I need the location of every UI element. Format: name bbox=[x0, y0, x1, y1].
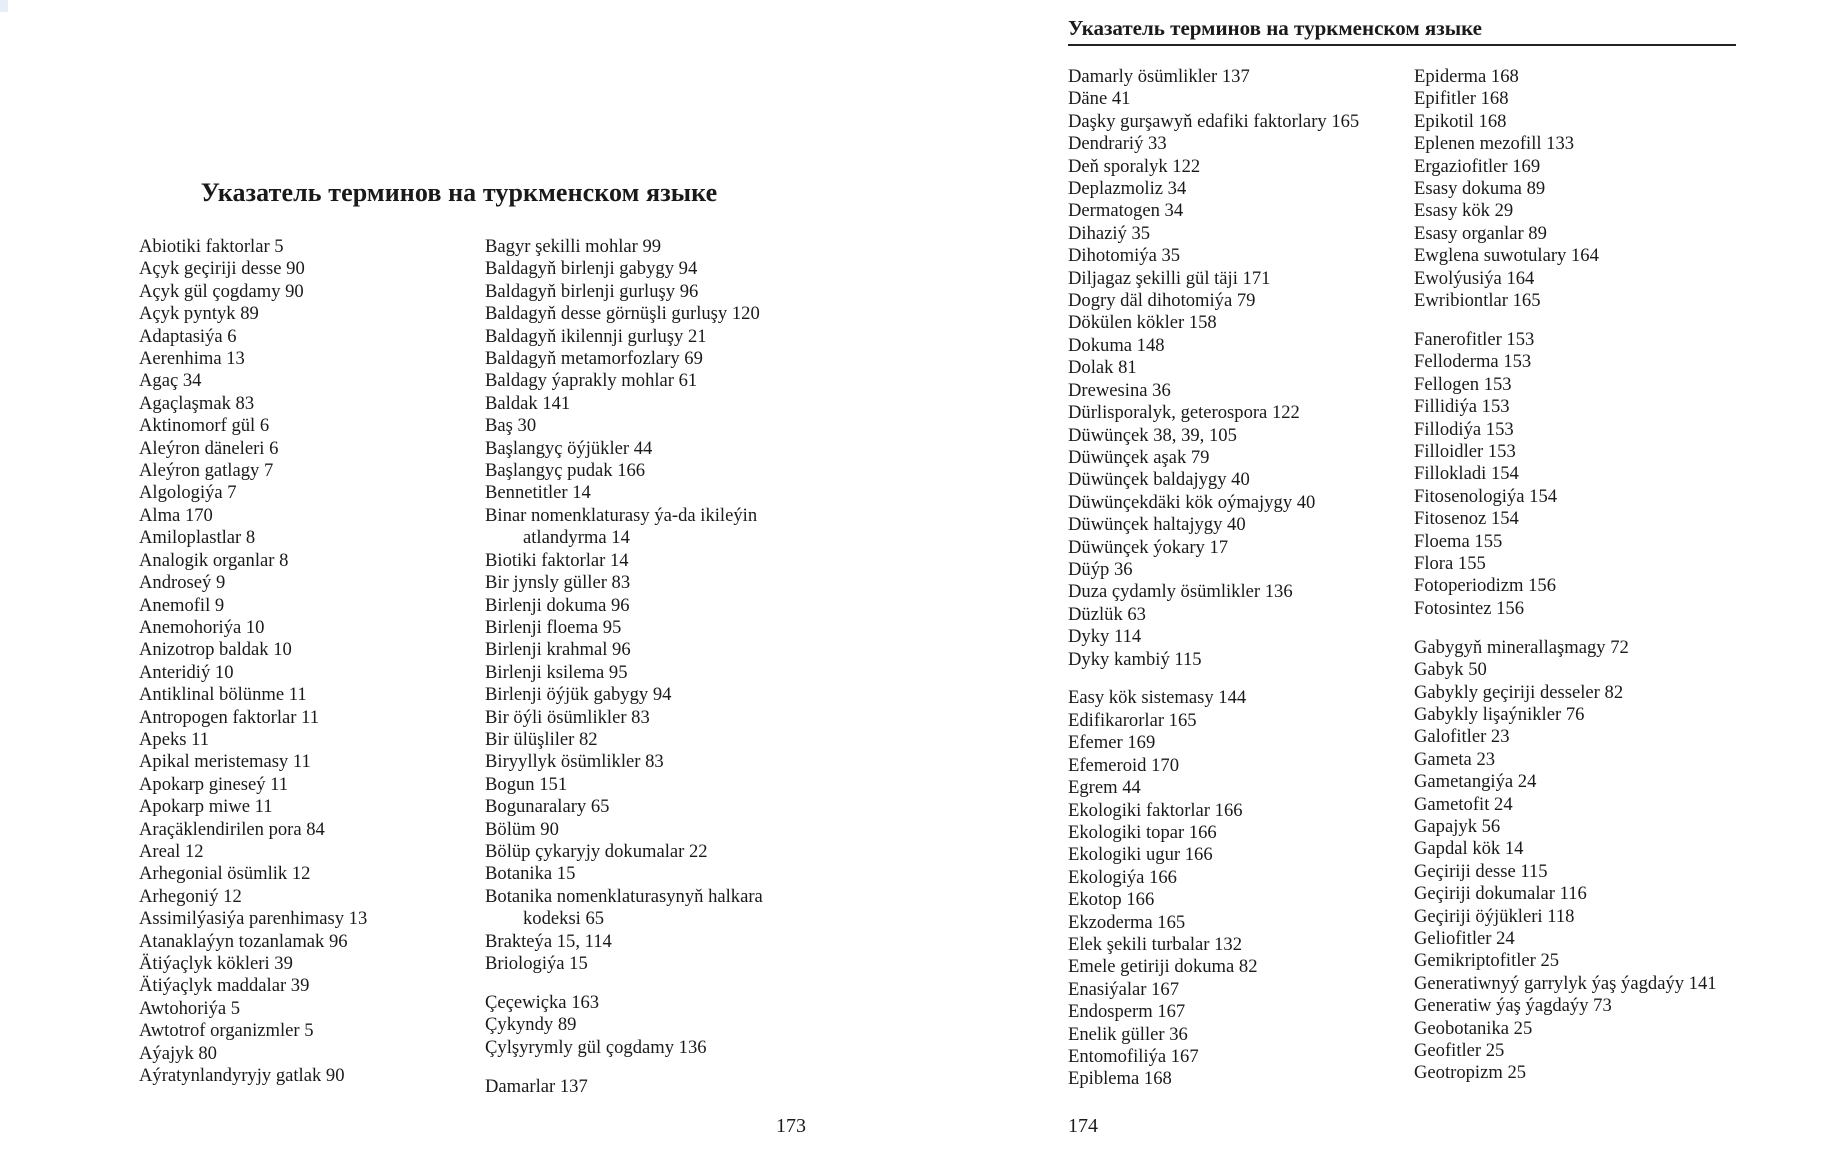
index-column-2 bbox=[1414, 66, 1717, 1085]
index-entry: Geobotanika 25 bbox=[1414, 1017, 1533, 1039]
index-entry: Deň sporalyk 122 bbox=[1068, 155, 1201, 177]
index-entry: Fitosenoz 154 bbox=[1414, 508, 1519, 530]
index-entry bbox=[485, 886, 763, 931]
index-entry: Enelik güller 36 bbox=[1068, 1023, 1188, 1045]
letter-group-gap bbox=[485, 975, 763, 992]
running-header: Указатель терминов на туркменском языке bbox=[1068, 16, 1736, 46]
index-column-2 bbox=[485, 236, 763, 1098]
index-entry: Fellogen 153 bbox=[1414, 373, 1512, 395]
index-entry-text: Binar nomenklaturasy ýa-da ikileýin bbox=[485, 504, 758, 526]
index-entry: Antropogen faktorlar 11 bbox=[139, 706, 320, 728]
index-entry: Apokarp miwe 11 bbox=[139, 796, 273, 818]
index-entry: Aleýron däneleri 6 bbox=[139, 437, 279, 459]
index-entry: Aleýron gatlagy 7 bbox=[139, 460, 274, 482]
index-entry: Aktinomorf gül 6 bbox=[139, 415, 270, 437]
index-entry: Baldagy ýaprakly mohlar 61 bbox=[485, 370, 698, 392]
index-entry-continuation: atlandyrma 14 bbox=[523, 527, 630, 549]
index-entry: Floema 155 bbox=[1414, 530, 1503, 552]
index-entry: Gabykly lişaýnikler 76 bbox=[1414, 703, 1585, 725]
index-entry: Areal 12 bbox=[139, 840, 204, 862]
index-entry: Bir öýli ösümlikler 83 bbox=[485, 706, 650, 728]
index-entry: Araçäklendirilen pora 84 bbox=[139, 818, 325, 840]
index-entry: Duza çydamly ösümlikler 136 bbox=[1068, 581, 1293, 603]
index-entry: Algologiýa 7 bbox=[139, 482, 237, 504]
index-entry: Epiderma 168 bbox=[1414, 66, 1519, 87]
index-entry: Atanaklaýyn tozanlamak 96 bbox=[139, 930, 348, 952]
index-entry: Assimilýasiýa parenhimasy 13 bbox=[139, 908, 368, 930]
index-column-1 bbox=[1068, 66, 1359, 1091]
right-page bbox=[918, 0, 1836, 1170]
index-entry: Düwünçek aşak 79 bbox=[1068, 446, 1210, 468]
index-entry: Dyky 114 bbox=[1068, 626, 1142, 648]
index-entry: Aýratynlandyryjy gatlak 90 bbox=[139, 1065, 345, 1087]
index-entry: Ekologiýa 166 bbox=[1068, 866, 1177, 888]
index-entry: Apikal meristemasy 11 bbox=[139, 751, 311, 773]
index-entry: Ekologiki ugur 166 bbox=[1068, 844, 1213, 866]
index-entry: Geçiriji desse 115 bbox=[1414, 860, 1548, 882]
index-entry: Entomofiliýa 167 bbox=[1068, 1045, 1199, 1067]
index-entry: Damarly ösümlikler 137 bbox=[1068, 66, 1250, 87]
index-entry: Emele getiriji dokuma 82 bbox=[1068, 956, 1258, 978]
index-entry: Bagyr şekilli mohlar 99 bbox=[485, 236, 662, 257]
index-entry: Dökülen kökler 158 bbox=[1068, 312, 1217, 334]
index-entry: Düwünçek ýokary 17 bbox=[1068, 536, 1229, 558]
index-entry: Düwünçekdäki kök oýmajygy 40 bbox=[1068, 491, 1316, 513]
index-entry: Ergaziofitler 169 bbox=[1414, 155, 1541, 177]
index-entry: Gameta 23 bbox=[1414, 748, 1496, 770]
index-entry: Fanerofitler 153 bbox=[1414, 328, 1535, 350]
index-entry: Epifitler 168 bbox=[1414, 88, 1509, 110]
letter-group-gap bbox=[1414, 312, 1717, 329]
index-entry: Çykyndy 89 bbox=[485, 1014, 577, 1036]
index-entry: Elek şekili turbalar 132 bbox=[1068, 933, 1243, 955]
index-entry: Alma 170 bbox=[139, 504, 213, 526]
index-entry: Biryyllyk ösümlikler 83 bbox=[485, 751, 664, 773]
index-entry: Enasiýalar 167 bbox=[1068, 978, 1180, 1000]
index-entry: Gametangiýa 24 bbox=[1414, 771, 1537, 793]
page-title: Указатель терминов на туркменском языке bbox=[200, 178, 718, 207]
index-entry: Fotosintez 156 bbox=[1414, 597, 1525, 619]
index-entry: Ewolýusiýa 164 bbox=[1414, 267, 1535, 289]
index-entry: Damarlar 137 bbox=[485, 1075, 588, 1097]
index-entry: Birlenji öýjük gabygy 94 bbox=[485, 684, 672, 706]
index-entry: Gabykly geçiriji desseler 82 bbox=[1414, 681, 1624, 703]
index-entry: Bir ülüşliler 82 bbox=[485, 728, 598, 750]
index-entry: Baldak 141 bbox=[485, 392, 571, 414]
index-entry: Bogunaralary 65 bbox=[485, 796, 610, 818]
index-entry: Adaptasiýa 6 bbox=[139, 325, 237, 347]
index-entry: Efemeroid 170 bbox=[1068, 754, 1180, 776]
index-entry: Anemohoriýa 10 bbox=[139, 616, 265, 638]
index-entry: Filloidler 153 bbox=[1414, 441, 1516, 462]
index-entry: Daşky gurşawyň edafiki faktorlary 165 bbox=[1068, 110, 1360, 132]
index-entry: Gabygyň minerallaşmagy 72 bbox=[1414, 636, 1629, 658]
index-entry: Geliofitler 24 bbox=[1414, 928, 1515, 950]
index-entry: Gametofit 24 bbox=[1414, 793, 1513, 815]
index-entry: Aerenhima 13 bbox=[139, 348, 245, 370]
index-entry: Bir jynsly güller 83 bbox=[485, 572, 631, 594]
index-column-1 bbox=[139, 236, 367, 1087]
index-entry: Fillidiýa 153 bbox=[1414, 396, 1510, 418]
index-entry: Baldagyň desse görnüşli gurluşy 120 bbox=[485, 303, 760, 325]
index-entry: Birlenji floema 95 bbox=[485, 616, 622, 638]
index-entry: Çeçewiçka 163 bbox=[485, 991, 600, 1013]
index-entry: Düwünçek 38, 39, 105 bbox=[1068, 424, 1237, 446]
index-entry: Brakteýa 15, 114 bbox=[485, 930, 612, 952]
index-entry: Efemer 169 bbox=[1068, 732, 1156, 754]
index-entry: Bölüp çykaryjy dokumalar 22 bbox=[485, 840, 708, 862]
index-entry: Arhegoniý 12 bbox=[139, 885, 242, 907]
index-entry: Baldagyň birlenji gabygy 94 bbox=[485, 258, 698, 280]
index-entry: Anemofil 9 bbox=[139, 594, 225, 616]
index-entry: Endosperm 167 bbox=[1068, 1001, 1186, 1023]
page-number: 174 bbox=[1068, 1115, 1098, 1137]
index-entry: Galofitler 23 bbox=[1414, 726, 1510, 748]
index-entry: Dendrariý 33 bbox=[1068, 133, 1167, 155]
index-entry: Fotoperiodizm 156 bbox=[1414, 575, 1557, 597]
letter-group-gap bbox=[1414, 620, 1717, 637]
index-entry: Diljagaz şekilli gül täji 171 bbox=[1068, 267, 1271, 289]
index-entry: Ekologiki topar 166 bbox=[1068, 821, 1217, 843]
index-entry: Fillodiýa 153 bbox=[1414, 418, 1514, 440]
index-entry: Dokuma 148 bbox=[1068, 334, 1165, 356]
index-entry: Geçiriji dokumalar 116 bbox=[1414, 883, 1587, 905]
index-entry: Ewglena suwotulary 164 bbox=[1414, 245, 1599, 267]
index-entry: Eplenen mezofill 133 bbox=[1414, 133, 1575, 155]
index-entry: Epiblema 168 bbox=[1068, 1068, 1172, 1090]
index-entry: Esasy dokuma 89 bbox=[1414, 178, 1546, 200]
index-entry: Baldagyň birlenji gurluşy 96 bbox=[485, 280, 699, 302]
index-entry: Briologiýa 15 bbox=[485, 953, 588, 974]
index-entry: Düwünçek baldajygy 40 bbox=[1068, 469, 1250, 491]
index-entry: Deplazmoliz 34 bbox=[1068, 178, 1187, 200]
index-entry: Easy kök sistemasy 144 bbox=[1068, 687, 1247, 709]
index-entry: Androseý 9 bbox=[139, 572, 226, 594]
index-entry: Fillokladi 154 bbox=[1414, 463, 1519, 485]
index-entry: Geofitler 25 bbox=[1414, 1040, 1505, 1062]
index-entry: Ekzoderma 165 bbox=[1068, 911, 1186, 933]
index-entry: Ätiýaçlyk maddalar 39 bbox=[139, 975, 310, 997]
index-entry: Epikotil 168 bbox=[1414, 110, 1507, 132]
index-entry: Abiotiki faktorlar 5 bbox=[139, 236, 284, 257]
index-entry: Başlangyç öýjükler 44 bbox=[485, 437, 653, 459]
index-entry: Felloderma 153 bbox=[1414, 351, 1532, 373]
index-entry: Dihaziý 35 bbox=[1068, 222, 1151, 244]
index-entry: Amiloplastlar 8 bbox=[139, 527, 256, 549]
index-entry: Däne 41 bbox=[1068, 88, 1131, 110]
index-entry: Dyky kambiý 115 bbox=[1068, 648, 1202, 670]
index-entry: Awtotrof organizmler 5 bbox=[139, 1020, 314, 1042]
index-entry: Ekologiki faktorlar 166 bbox=[1068, 799, 1243, 821]
index-entry: Birlenji dokuma 96 bbox=[485, 594, 630, 616]
index-entry: Gabyk 50 bbox=[1414, 659, 1487, 681]
index-entry: Arhegonial ösümlik 12 bbox=[139, 863, 311, 885]
index-entry: Gapajyk 56 bbox=[1414, 816, 1501, 837]
letter-group-gap bbox=[1068, 671, 1359, 688]
index-entry: Anizotrop baldak 10 bbox=[139, 639, 292, 661]
index-entry: Egrem 44 bbox=[1068, 777, 1141, 799]
index-entry: Bennetitler 14 bbox=[485, 482, 591, 504]
index-entry: Düwünçek haltajygy 40 bbox=[1068, 514, 1246, 536]
index-entry-continuation: kodeksi 65 bbox=[523, 908, 605, 930]
index-entry: Bogun 151 bbox=[485, 773, 568, 795]
index-entry: Drewesina 36 bbox=[1068, 379, 1171, 401]
index-entry: Anteridiý 10 bbox=[139, 661, 234, 683]
index-entry: Bölüm 90 bbox=[485, 818, 559, 840]
index-entry: Ewribiontlar 165 bbox=[1414, 290, 1541, 312]
index-entry-text: Botanika nomenklaturasynyň halkara bbox=[485, 885, 763, 907]
index-entry: Agaç 34 bbox=[139, 370, 202, 392]
index-entry: Aýajyk 80 bbox=[139, 1042, 217, 1064]
index-entry: Dermatogen 34 bbox=[1068, 200, 1184, 222]
index-entry: Ekotop 166 bbox=[1068, 889, 1155, 911]
index-entry: Biotiki faktorlar 14 bbox=[485, 549, 629, 571]
index-entry: Düzlük 63 bbox=[1068, 603, 1146, 625]
index-entry: Awtohoriýa 5 bbox=[139, 997, 241, 1019]
index-entry bbox=[485, 505, 763, 550]
index-entry: Generatiwnyý garrylyk ýaş ýagdaýy 141 bbox=[1414, 972, 1717, 994]
letter-group-gap bbox=[485, 1059, 763, 1076]
index-entry: Antiklinal bölünme 11 bbox=[139, 684, 307, 706]
index-entry: Apeks 11 bbox=[139, 728, 210, 750]
index-entry: Başlangyç pudak 166 bbox=[485, 460, 646, 482]
index-entry: Düýp 36 bbox=[1068, 558, 1133, 580]
index-entry: Baldagyň metamorfozlary 69 bbox=[485, 348, 703, 370]
index-entry: Esasy organlar 89 bbox=[1414, 222, 1547, 244]
index-entry: Dihotomiýa 35 bbox=[1068, 245, 1181, 267]
index-entry: Geçiriji öýjükleri 118 bbox=[1414, 905, 1575, 927]
index-entry: Dolak 81 bbox=[1068, 357, 1137, 379]
index-entry: Baldagyň ikilennji gurluşy 21 bbox=[485, 325, 707, 347]
index-entry: Birlenji krahmal 96 bbox=[485, 639, 631, 661]
index-entry: Fitosenologiýa 154 bbox=[1414, 485, 1558, 507]
index-entry: Agaçlaşmak 83 bbox=[139, 392, 255, 414]
index-entry: Açyk geçiriji desse 90 bbox=[139, 258, 305, 280]
index-entry: Edifikarorlar 165 bbox=[1068, 709, 1197, 731]
index-entry: Generatiw ýaş ýagdaýy 73 bbox=[1414, 995, 1612, 1017]
index-entry: Analogik organlar 8 bbox=[139, 549, 289, 571]
index-entry: Gemikriptofitler 25 bbox=[1414, 950, 1560, 972]
index-entry: Flora 155 bbox=[1414, 553, 1486, 575]
index-entry: Botanika 15 bbox=[485, 863, 576, 885]
index-entry: Dürlisporalyk, geterospora 122 bbox=[1068, 402, 1300, 424]
index-entry: Baş 30 bbox=[485, 415, 537, 437]
index-entry: Birlenji ksilema 95 bbox=[485, 661, 628, 683]
index-entry: Gapdal kök 14 bbox=[1414, 838, 1524, 860]
index-entry: Dogry däl dihotomiýa 79 bbox=[1068, 290, 1256, 312]
index-entry: Ätiýaçlyk kökleri 39 bbox=[139, 953, 293, 974]
index-entry: Açyk gül çogdamy 90 bbox=[139, 280, 304, 302]
index-entry: Apokarp gineseý 11 bbox=[139, 773, 289, 795]
index-entry: Çylşyrymly gül çogdamy 136 bbox=[485, 1036, 707, 1058]
index-entry: Geotropizm 25 bbox=[1414, 1062, 1527, 1084]
index-entry: Açyk pyntyk 89 bbox=[139, 303, 259, 325]
index-entry: Esasy kök 29 bbox=[1414, 200, 1514, 222]
page-number: 173 bbox=[776, 1115, 806, 1137]
